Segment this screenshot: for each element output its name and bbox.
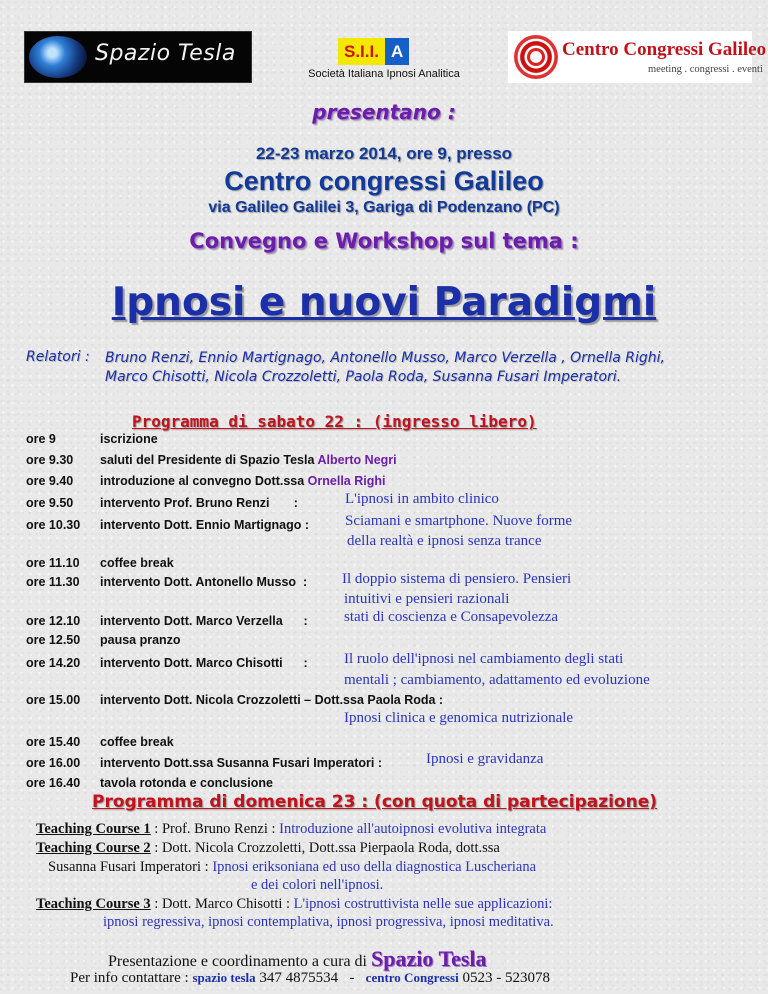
saturday-heading: Programma di sabato 22 : (ingresso libero) xyxy=(132,412,537,431)
teaching-course-2-topic xyxy=(251,877,383,894)
teaching-course-1 xyxy=(36,821,546,838)
schedule-time: ore 11.10 xyxy=(26,556,80,570)
sia-subtitle: Società Italiana Ipnosi Analitica xyxy=(308,68,460,80)
course-speaker: : Prof. Bruno Renzi : xyxy=(150,821,280,837)
schedule-desc: intervento Dott. Marco Chisotti : xyxy=(100,656,308,670)
contact-galileo-phone: 0523 - 523078 xyxy=(458,970,550,986)
relatori-line: Marco Chisotti, Nicola Crozzoletti, Paola Roda, Susanna Fusari Imperatori. xyxy=(105,369,622,385)
schedule-time: ore 12.50 xyxy=(26,633,81,647)
course-topic: Introduzione all'autoipnosi evolutiva integrata xyxy=(279,821,547,837)
schedule-desc: intervento Dott. Nicola Crozzoletti – Dott.ssa Paola Roda : xyxy=(100,693,444,707)
schedule-desc: pausa pranzo xyxy=(100,633,181,647)
presentazione-text: Presentazione e coordinamento a cura di xyxy=(108,953,371,970)
schedule-topic-cont: mentali ; cambiamento, adattamento ed evoluzione xyxy=(344,672,650,688)
relatori-label: Relatori : xyxy=(26,349,90,365)
schedule-desc: intervento Dott. Marco Verzella : xyxy=(100,614,308,628)
course-topic-cont: e dei colori nell'ipnosi. xyxy=(251,877,384,893)
schedule-desc: intervento Dott. Antonello Musso : xyxy=(100,575,308,589)
galileo-logo xyxy=(508,31,767,83)
schedule-topic-cont: della realtà e ipnosi senza trance xyxy=(347,533,542,549)
spazio-tesla-logo xyxy=(24,31,252,83)
globe-icon xyxy=(29,36,87,78)
info-label: Per info contattare : xyxy=(70,970,193,986)
sia-logo xyxy=(338,38,409,65)
schedule-row xyxy=(100,453,397,467)
presentano: presentano : xyxy=(312,100,456,124)
contact-tesla-name: spazio tesla xyxy=(192,970,256,985)
galileo-subtitle: meeting . congressi . eventi xyxy=(648,64,763,75)
speaker-name: Ornella Righi xyxy=(307,474,386,488)
schedule-topic: Ipnosi clinica e genomica nutrizionale xyxy=(344,710,574,726)
schedule-topic: Il doppio sistema di pensiero. Pensieri xyxy=(342,571,572,587)
sunday-heading: Programma di domenica 23 : (con quota di partecipazione) xyxy=(92,792,658,812)
schedule-row xyxy=(100,474,385,488)
rose-icon xyxy=(514,35,558,79)
schedule-time: ore 10.30 xyxy=(26,518,81,532)
schedule-desc: coffee break xyxy=(100,556,174,570)
contact-galileo-name: centro Congressi xyxy=(365,970,459,985)
schedule-time: ore 9.40 xyxy=(26,474,74,488)
course-label: Teaching Course 2 xyxy=(36,840,151,856)
schedule-time: ore 9.30 xyxy=(26,453,74,467)
schedule-time: ore 12.10 xyxy=(26,614,81,628)
course-speaker: : Dott. Marco Chisotti : xyxy=(150,896,294,912)
venue-address: via Galileo Galilei 3, Gariga di Podenzano (PC) xyxy=(208,199,560,216)
footer-brand: Spazio Tesla xyxy=(371,946,487,971)
footer-contacts xyxy=(70,970,550,987)
schedule-desc: coffee break xyxy=(100,735,174,749)
schedule-time: ore 15.40 xyxy=(26,735,81,749)
schedule-time: ore 11.30 xyxy=(26,575,80,589)
schedule-topic: Sciamani e smartphone. Nuove forme xyxy=(345,513,573,529)
schedule-topic-cont: intuitivi e pensieri razionali xyxy=(344,591,510,607)
teaching-course-2 xyxy=(36,840,500,857)
footer-presentazione xyxy=(108,946,487,972)
schedule-desc: iscrizione xyxy=(100,432,158,446)
schedule-desc: introduzione al convegno Dott.ssa xyxy=(100,474,305,488)
teaching-course-2-cont xyxy=(48,859,536,876)
schedule-time: ore 9 xyxy=(26,432,56,446)
schedule-topic: Ipnosi e gravidanza xyxy=(426,751,544,767)
course-label: Teaching Course 3 xyxy=(36,896,151,912)
galileo-title: Centro Congressi Galileo xyxy=(562,39,767,60)
convegno-heading: Convegno e Workshop sul tema : xyxy=(189,229,579,253)
schedule-topic: Il ruolo dell'ipnosi nel cambiamento degli stati xyxy=(344,651,624,667)
sia-logo-part2: A xyxy=(385,38,409,65)
schedule-desc: intervento Dott.ssa Susanna Fusari Imperatori : xyxy=(100,756,383,770)
schedule-desc: tavola rotonda e conclusione xyxy=(100,776,273,790)
teaching-course-3-topic xyxy=(103,914,554,931)
schedule-desc: saluti del Presidente di Spazio Tesla xyxy=(100,453,315,467)
sia-logo-part1: S.I.I. xyxy=(338,38,385,65)
tesla-logo-text: Spazio Tesla xyxy=(95,41,236,66)
page-title: Ipnosi e nuovi Paradigmi xyxy=(111,280,657,325)
schedule-topic: L'ipnosi in ambito clinico xyxy=(345,491,499,507)
contact-tesla-phone: 347 4875534 - xyxy=(255,970,366,986)
schedule-time: ore 14.20 xyxy=(26,656,81,670)
schedule-time: ore 9.50 xyxy=(26,496,74,510)
president-name: Alberto Negri xyxy=(317,453,397,467)
course-topic: Ipnosi eriksoniana ed uso della diagnostica Luscheriana xyxy=(212,859,537,875)
course-speaker: Susanna Fusari Imperatori : xyxy=(48,859,213,875)
venue-name: Centro congressi Galileo xyxy=(224,166,544,196)
schedule-desc: intervento Dott. Ennio Martignago : xyxy=(100,518,310,532)
course-topic-cont: ipnosi regressiva, ipnosi contemplativa, ipnosi progressiva, ipnosi meditativa. xyxy=(103,914,554,930)
schedule-time: ore 16.40 xyxy=(26,776,81,790)
schedule-time: ore 15.00 xyxy=(26,693,81,707)
relatori-line: Bruno Renzi, Ennio Martignago, Antonello Musso, Marco Verzella , Ornella Righi, xyxy=(105,350,665,366)
relatori-list xyxy=(105,349,745,387)
course-label: Teaching Course 1 xyxy=(36,821,151,837)
course-speaker: : Dott. Nicola Crozzoletti, Dott.ssa Pierpaola Roda, dott.ssa xyxy=(150,840,500,856)
schedule-desc: intervento Prof. Bruno Renzi : xyxy=(100,496,298,510)
event-date: 22-23 marzo 2014, ore 9, presso xyxy=(255,144,513,163)
schedule-time: ore 16.00 xyxy=(26,756,81,770)
schedule-topic: stati di coscienza e Consapevolezza xyxy=(344,609,559,625)
course-topic: L'ipnosi costruttivista nelle sue applicazioni: xyxy=(293,896,553,912)
teaching-course-3 xyxy=(36,896,552,913)
